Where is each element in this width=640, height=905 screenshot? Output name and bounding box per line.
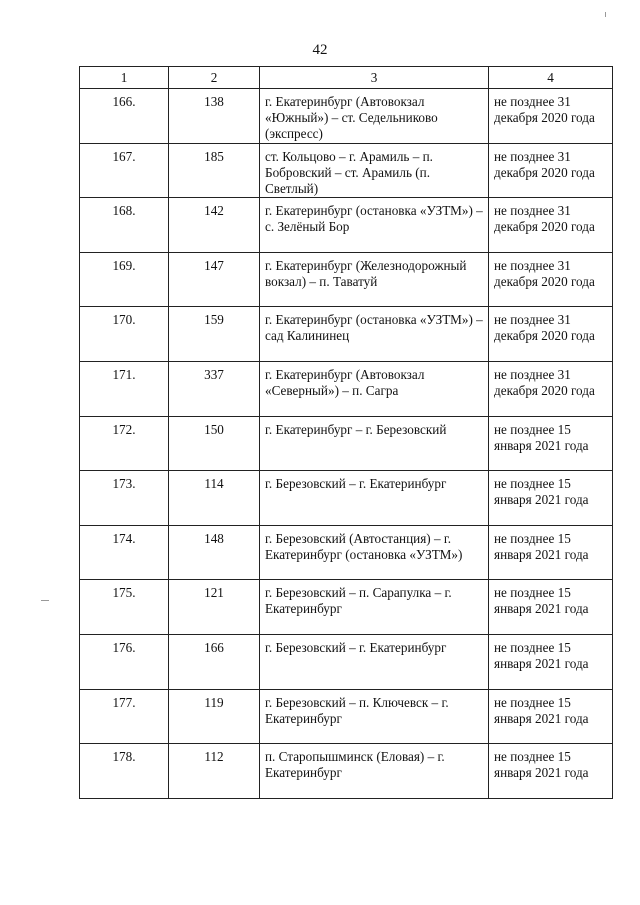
route-number: 142 [169, 198, 260, 253]
route-name: г. Екатеринбург (Автовокзал «Южный») – ст. Седельниково (экспресс) [260, 89, 489, 144]
route-name: г. Екатеринбург – г. Березовский [260, 416, 489, 471]
deadline: не позднее 31 декабря 2020 года [489, 307, 613, 362]
row-number: 177. [80, 689, 169, 744]
header-col-3: 3 [260, 67, 489, 89]
table-row [80, 689, 613, 744]
route-name: ст. Кольцово – г. Арамиль – п. Бобровский – ст. Арамиль (п. Светлый) [260, 143, 489, 198]
row-number: 178. [80, 744, 169, 799]
header-col-2: 2 [169, 67, 260, 89]
route-number: 159 [169, 307, 260, 362]
route-number: 138 [169, 89, 260, 144]
deadline: не позднее 15 января 2021 года [489, 744, 613, 799]
route-number: 119 [169, 689, 260, 744]
row-number: 167. [80, 143, 169, 198]
route-name: г. Березовский – г. Екатеринбург [260, 634, 489, 689]
row-number: 172. [80, 416, 169, 471]
table-row [80, 744, 613, 799]
row-number: 169. [80, 252, 169, 307]
deadline: не позднее 31 декабря 2020 года [489, 198, 613, 253]
deadline: не позднее 15 января 2021 года [489, 580, 613, 635]
routes-table [79, 66, 613, 799]
route-name: п. Старопышминск (Еловая) – г. Екатеринбург [260, 744, 489, 799]
row-number: 171. [80, 361, 169, 416]
route-name: г. Березовский – п. Сарапулка – г. Екатеринбург [260, 580, 489, 635]
row-number: 166. [80, 89, 169, 144]
deadline: не позднее 15 января 2021 года [489, 416, 613, 471]
route-name: г. Березовский – г. Екатеринбург [260, 471, 489, 526]
route-number: 166 [169, 634, 260, 689]
route-number: 121 [169, 580, 260, 635]
table-row [80, 634, 613, 689]
route-number: 337 [169, 361, 260, 416]
route-number: 148 [169, 525, 260, 580]
row-number: 170. [80, 307, 169, 362]
scan-mark [605, 12, 606, 17]
route-name: г. Березовский (Автостанция) – г. Екатеринбург (остановка «УЗТМ») [260, 525, 489, 580]
row-number: 173. [80, 471, 169, 526]
row-number: 174. [80, 525, 169, 580]
row-number: 168. [80, 198, 169, 253]
route-name: г. Екатеринбург (Железнодорожный вокзал) – п. Таватуй [260, 252, 489, 307]
table-row [80, 416, 613, 471]
route-number: 112 [169, 744, 260, 799]
table-body [80, 89, 613, 799]
page-number: 42 [312, 42, 328, 58]
header-col-4: 4 [489, 67, 613, 89]
table-row [80, 198, 613, 253]
row-number: 175. [80, 580, 169, 635]
deadline: не позднее 31 декабря 2020 года [489, 252, 613, 307]
deadline: не позднее 15 января 2021 года [489, 634, 613, 689]
route-number: 185 [169, 143, 260, 198]
route-name: г. Екатеринбург (остановка «УЗТМ») – сад Калининец [260, 307, 489, 362]
route-name: г. Екатеринбург (Автовокзал «Северный») – п. Сагра [260, 361, 489, 416]
row-number: 176. [80, 634, 169, 689]
table-row [80, 471, 613, 526]
table-row [80, 361, 613, 416]
route-number: 147 [169, 252, 260, 307]
route-number: 150 [169, 416, 260, 471]
deadline: не позднее 31 декабря 2020 года [489, 143, 613, 198]
scan-mark [41, 600, 49, 601]
deadline: не позднее 15 января 2021 года [489, 525, 613, 580]
header-col-1: 1 [80, 67, 169, 89]
route-number: 114 [169, 471, 260, 526]
table-row [80, 525, 613, 580]
deadline: не позднее 15 января 2021 года [489, 471, 613, 526]
table-row [80, 580, 613, 635]
header-row [80, 67, 613, 89]
route-name: г. Березовский – п. Ключевск – г. Екатеринбург [260, 689, 489, 744]
deadline: не позднее 31 декабря 2020 года [489, 89, 613, 144]
table-row [80, 252, 613, 307]
table-row [80, 143, 613, 198]
deadline: не позднее 31 декабря 2020 года [489, 361, 613, 416]
table-row [80, 307, 613, 362]
deadline: не позднее 15 января 2021 года [489, 689, 613, 744]
route-name: г. Екатеринбург (остановка «УЗТМ») – с. Зелёный Бор [260, 198, 489, 253]
table-row [80, 89, 613, 144]
